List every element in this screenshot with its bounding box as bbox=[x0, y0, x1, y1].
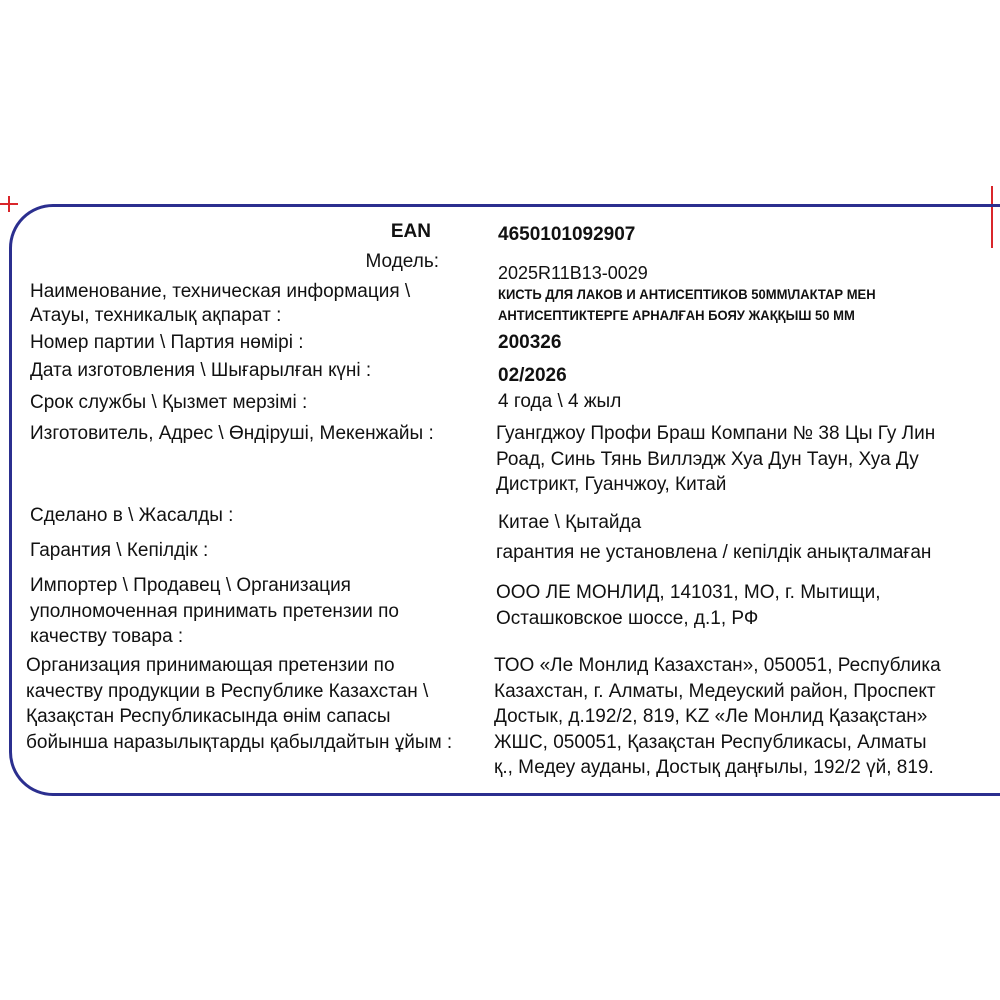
ean-label: EAN bbox=[390, 221, 431, 242]
crop-mark-left-vertical bbox=[8, 196, 10, 212]
importer-value bbox=[496, 580, 881, 632]
model-label: Модель: bbox=[365, 251, 439, 272]
name-label bbox=[30, 280, 410, 328]
claims-kz-value bbox=[494, 653, 941, 781]
name-value-line: КИСТЬ ДЛЯ ЛАКОВ И АНТИСЕПТИКОВ 50ММ\ЛАКТАР МЕН bbox=[498, 286, 876, 302]
batch-value: 200326 bbox=[498, 332, 562, 353]
claims-kz-value-line: ЖШС, 050051, Қазақстан Республикасы, Алматы bbox=[494, 731, 927, 753]
name-value bbox=[498, 284, 876, 326]
claims-kz-value-line: ТОО «Ле Монлид Казахстан», 050051, Республика bbox=[494, 655, 941, 676]
batch-label: Номер партии \ Партия нөмірі : bbox=[30, 332, 304, 353]
claims-kz-value-line: қ., Медеу ауданы, Достық даңғылы, 192/2 үй, 819. bbox=[494, 757, 934, 778]
name-label-line: Атауы, техникалық ақпарат : bbox=[30, 305, 282, 326]
manufacturer-value-line: Роад, Синь Тянь Виллэдж Хуа Дун Таун, Хуа Ду bbox=[496, 448, 919, 470]
service-life-label: Срок службы \ Қызмет мерзімі : bbox=[30, 392, 308, 413]
claims-kz-value-line: Достык, д.192/2, 819, KZ «Ле Монлид Қазақстан» bbox=[494, 706, 928, 727]
claims-kz-label-line: Организация принимающая претензии по bbox=[26, 655, 395, 676]
manufacturer-value-line: Гуангджоу Профи Браш Компани № 38 Цы Гу Лин bbox=[496, 423, 936, 444]
name-value-line: АНТИСЕПТИКТЕРГЕ АРНАЛҒАН БОЯУ ЖАҚҚЫШ 50 ММ bbox=[498, 307, 855, 323]
name-label-line: Наименование, техническая информация \ bbox=[30, 281, 411, 302]
made-in-value: Китае \ Қытайда bbox=[498, 512, 642, 533]
manufacture-date-value: 02/2026 bbox=[498, 365, 567, 386]
manufacturer-label: Изготовитель, Адрес \ Өндіруші, Мекенжайы : bbox=[30, 423, 434, 444]
claims-kz-value-line: Казахстан, г. Алматы, Медеуский район, Проспект bbox=[494, 680, 936, 702]
claims-kz-label bbox=[26, 653, 452, 755]
importer-value-line: ООО ЛЕ МОНЛИД, 141031, МО, г. Мытищи, bbox=[496, 582, 881, 603]
importer-label-line: Импортер \ Продавец \ Организация bbox=[30, 575, 351, 596]
claims-kz-label-line: Қазақстан Республикасында өнім сапасы bbox=[26, 706, 391, 727]
claims-kz-label-line: бойынша наразылықтарды қабылдайтын ұйым : bbox=[26, 731, 453, 753]
warranty-value: гарантия не установлена / кепілдік анықталмаған bbox=[496, 542, 932, 563]
importer-value-line: Осташковское шоссе, д.1, РФ bbox=[496, 608, 759, 629]
service-life-value: 4 года \ 4 жыл bbox=[498, 391, 622, 412]
model-value: 2025R11B13-0029 bbox=[498, 263, 648, 283]
importer-label-line: уполномоченная принимать претензии по bbox=[30, 600, 399, 622]
ean-value: 4650101092907 bbox=[498, 224, 636, 245]
importer-label-line: качеству товара : bbox=[30, 626, 184, 647]
manufacturer-value bbox=[496, 421, 935, 498]
made-in-label: Сделано в \ Жасалды : bbox=[30, 505, 234, 526]
importer-label bbox=[30, 573, 399, 650]
manufacture-date-label: Дата изготовления \ Шығарылған күні : bbox=[30, 360, 372, 381]
manufacturer-value-line: Дистрикт, Гуанчжоу, Китай bbox=[496, 474, 727, 495]
claims-kz-label-line: качеству продукции в Республике Казахстан \ bbox=[26, 680, 429, 702]
warranty-label: Гарантия \ Кепілдік : bbox=[30, 540, 209, 561]
